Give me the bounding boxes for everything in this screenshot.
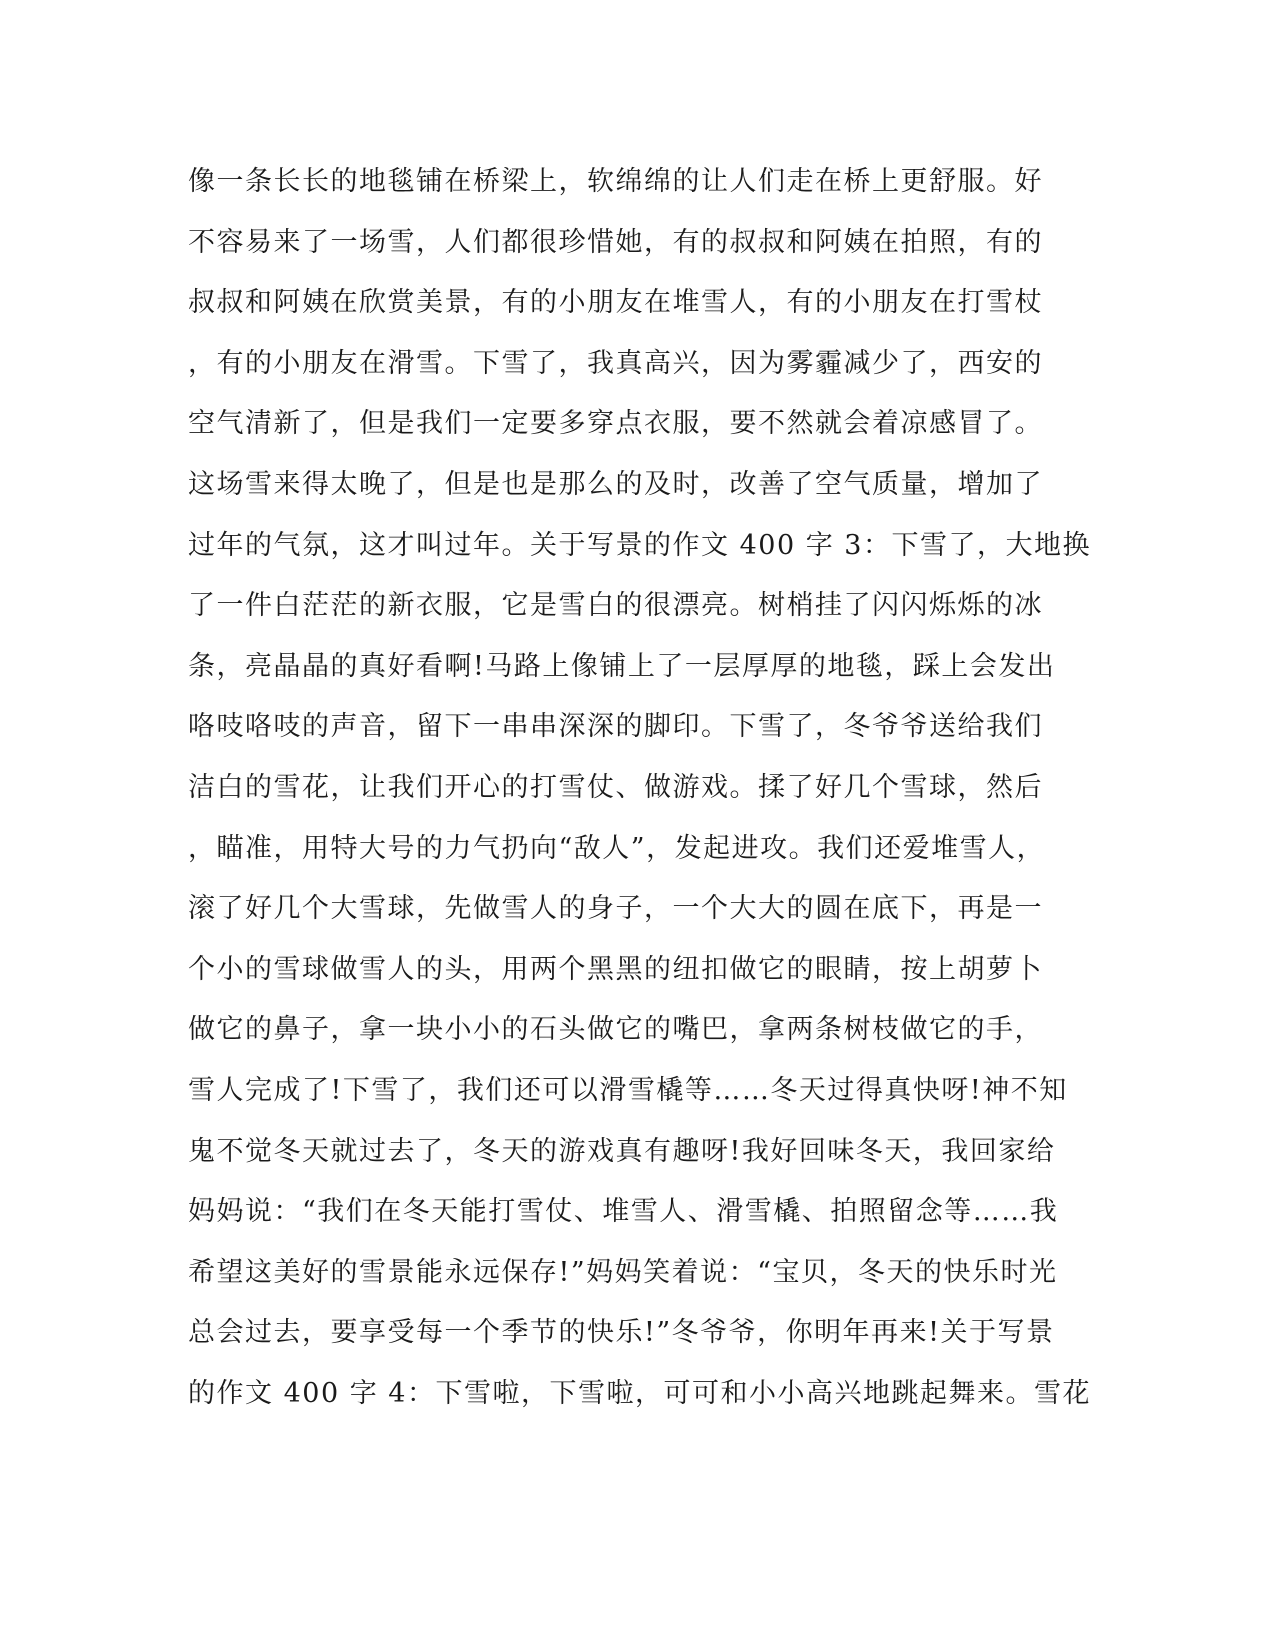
text-line-15: 做它的鼻子，拿一块小小的石头做它的嘴巴，拿两条树枝做它的手， (188, 1014, 1043, 1046)
text-line-16: 雪人完成了!下雪了，我们还可以滑雪橇等……冬天过得真快呀!神不知 (188, 1074, 1068, 1106)
text-line-6: 这场雪来得太晚了，但是也是那么的及时，改善了空气质量，增加了 (188, 468, 1043, 500)
text-line-20: 总会过去，要享受每一个季节的快乐!”冬爷爷，你明年再来!关于写景 (188, 1317, 1055, 1349)
text-line-17: 鬼不觉冬天就过去了，冬天的游戏真有趣呀!我好回味冬天，我回家给 (188, 1135, 1056, 1167)
text-line-14: 个小的雪球做雪人的头，用两个黑黑的纽扣做它的眼睛，按上胡萝卜 (188, 953, 1043, 985)
text-line-19: 希望这美好的雪景能永远保存!”妈妈笑着说：“宝贝，冬天的快乐时光 (188, 1256, 1058, 1288)
text-line-18: 妈妈说：“我们在冬天能打雪仗、堆雪人、滑雪橇、拍照留念等……我 (188, 1196, 1059, 1228)
text-line-7: 过年的气氛，这才叫过年。关于写景的作文 400 字 3：下雪了，大地换 (188, 529, 1091, 561)
text-line-12: ，瞄准，用特大号的力气扔向“敌人”，发起进攻。我们还爱堆雪人， (188, 832, 1046, 864)
text-line-2: 不容易来了一场雪，人们都很珍惜她，有的叔叔和阿姨在拍照，有的 (188, 226, 1043, 258)
body-text (188, 152, 1091, 1424)
text-line-11: 洁白的雪花，让我们开心的打雪仗、做游戏。揉了好几个雪球，然后 (188, 771, 1043, 803)
text-line-8: 了一件白茫茫的新衣服，它是雪白的很漂亮。树梢挂了闪闪烁烁的冰 (188, 590, 1043, 622)
text-line-3: 叔叔和阿姨在欣赏美景，有的小朋友在堆雪人，有的小朋友在打雪杖 (188, 287, 1043, 319)
text-line-5: 空气清新了，但是我们一定要多穿点衣服，要不然就会着凉感冒了。 (188, 408, 1043, 440)
text-line-1: 像一条长长的地毯铺在桥梁上，软绵绵的让人们走在桥上更舒服。好 (188, 166, 1043, 197)
text-line-4: ，有的小朋友在滑雪。下雪了，我真高兴，因为雾霾减少了，西安的 (188, 347, 1043, 379)
text-line-10: 咯吱咯吱的声音，留下一串串深深的脚印。下雪了，冬爷爷送给我们 (188, 711, 1043, 743)
text-line-9: 条，亮晶晶的真好看啊!马路上像铺上了一层厚厚的地毯，踩上会发出 (188, 650, 1056, 682)
text-line-13: 滚了好几个大雪球，先做雪人的身子，一个大大的圆在底下，再是一 (188, 893, 1043, 925)
text-line-21: 的作文 400 字 4：下雪啦，下雪啦，可可和小小高兴地跳起舞来。雪花 (188, 1377, 1091, 1409)
